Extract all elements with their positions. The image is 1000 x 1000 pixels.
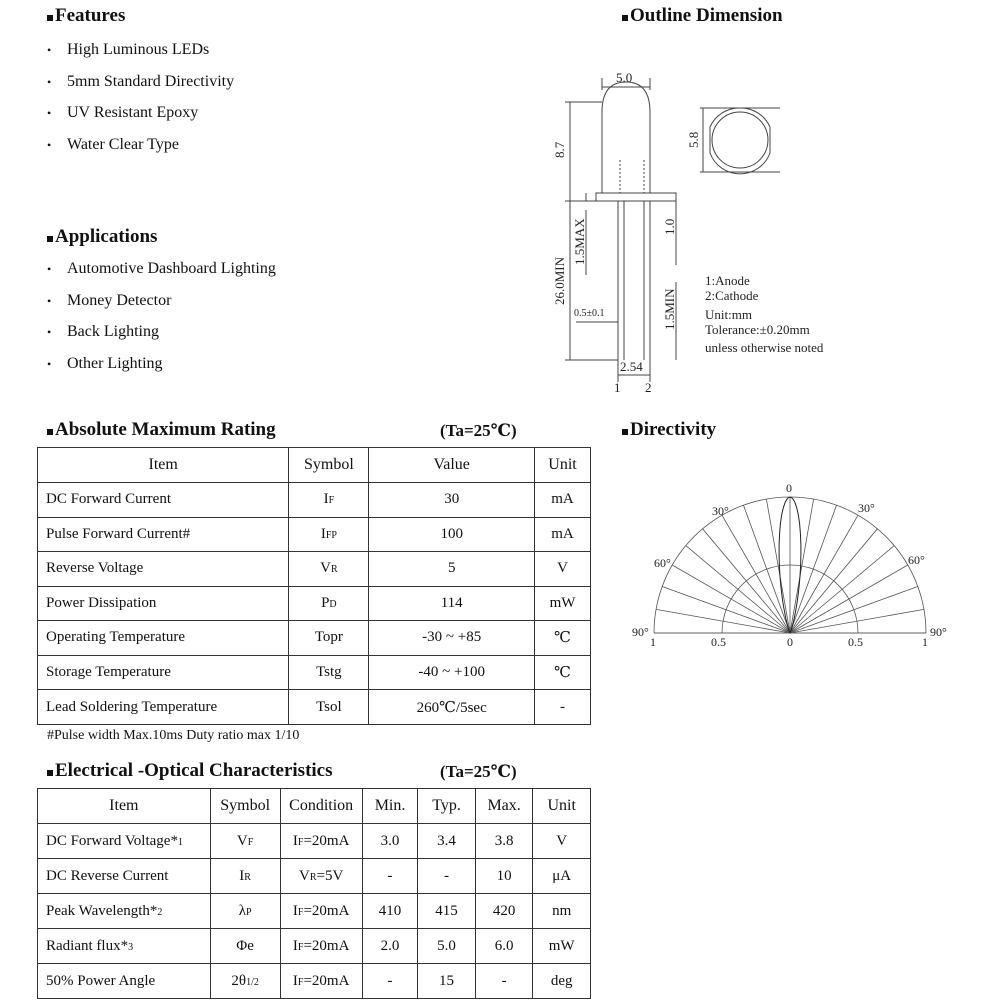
- table-row: [38, 621, 591, 656]
- table-header-row: [38, 448, 591, 483]
- angle-label-right-90: 90°: [930, 625, 947, 639]
- typ-cell: -: [418, 859, 476, 894]
- item-cell: Radiant flux*3: [38, 929, 211, 964]
- symbol-cell: Tsol: [289, 690, 369, 725]
- features-title: Features: [47, 5, 125, 27]
- condition-cell: IF=20mA: [280, 894, 362, 929]
- value-cell: 30: [369, 483, 535, 518]
- section-marker: [47, 15, 53, 21]
- dim-height-label: 8.7: [552, 141, 567, 158]
- table-row: [38, 483, 591, 518]
- typ-cell: 15: [418, 964, 476, 999]
- outline-title: Outline Dimension: [622, 5, 783, 27]
- item-cell: DC Forward Current: [38, 483, 289, 518]
- unit-cell: μA: [533, 859, 591, 894]
- dim-flange-max-label: 1.5MAX: [572, 218, 587, 265]
- axis-label: 1: [650, 635, 656, 649]
- table-row: [38, 586, 591, 621]
- angle-label-left-60: 60°: [654, 556, 671, 570]
- note-unless: unless otherwise noted: [705, 340, 824, 355]
- table-row: [38, 824, 591, 859]
- value-cell: 114: [369, 586, 535, 621]
- table-row: [38, 690, 591, 725]
- axis-label: 1: [922, 635, 928, 649]
- min-cell: -: [362, 859, 418, 894]
- header-cell: Condition: [280, 789, 362, 824]
- header-cell: Symbol: [289, 448, 369, 483]
- led-dome-outline: [602, 82, 650, 193]
- led-flange: [596, 193, 676, 201]
- eo-condition: (Ta=25℃): [440, 762, 517, 781]
- application-item: • Money Detector: [47, 290, 276, 322]
- dim-lead-min-label: 1.5MIN: [662, 288, 677, 330]
- note-cathode: 2:Cathode: [705, 288, 759, 303]
- application-item: • Back Lighting: [47, 321, 276, 353]
- unit-cell: mA: [535, 517, 591, 552]
- condition-cell: IF=20mA: [280, 824, 362, 859]
- angle-label-left-90: 90°: [632, 625, 649, 639]
- axis-label: 0.5: [848, 635, 863, 649]
- item-cell: Power Dissipation: [38, 586, 289, 621]
- item-cell: Lead Soldering Temperature: [38, 690, 289, 725]
- item-cell: Peak Wavelength*2: [38, 894, 211, 929]
- symbol-cell: Topr: [289, 621, 369, 656]
- table-row: [38, 894, 591, 929]
- header-cell: Unit: [533, 789, 591, 824]
- application-item: • Other Lighting: [47, 353, 276, 385]
- abs-max-title: Absolute Maximum Rating: [47, 419, 276, 441]
- typ-cell: 5.0: [418, 929, 476, 964]
- header-cell: Symbol: [210, 789, 280, 824]
- angle-label-right-60: 60°: [908, 553, 925, 567]
- condition-cell: IF=20mA: [280, 929, 362, 964]
- item-cell: DC Reverse Current: [38, 859, 211, 894]
- value-cell: 100: [369, 517, 535, 552]
- pin2-label: 2: [645, 380, 652, 395]
- max-cell: 10: [475, 859, 533, 894]
- abs-max-table: [37, 447, 591, 725]
- min-cell: 410: [362, 894, 418, 929]
- unit-cell: -: [535, 690, 591, 725]
- unit-cell: deg: [533, 964, 591, 999]
- min-cell: -: [362, 964, 418, 999]
- dim-pitch-label: 2.54: [620, 359, 643, 374]
- item-cell: Pulse Forward Current#: [38, 517, 289, 552]
- value-cell: 5: [369, 552, 535, 587]
- directivity-diagram: [620, 470, 960, 660]
- applications-list: [47, 258, 276, 384]
- pin1-label: 1: [614, 380, 621, 395]
- typ-cell: 3.4: [418, 824, 476, 859]
- note-unit: Unit:mm: [705, 307, 752, 322]
- symbol-cell: IFP: [289, 517, 369, 552]
- feature-item: • High Luminous LEDs: [47, 39, 234, 71]
- max-cell: 420: [475, 894, 533, 929]
- value-cell: -30 ~ +85: [369, 621, 535, 656]
- symbol-cell: PD: [289, 586, 369, 621]
- unit-cell: ℃: [535, 621, 591, 656]
- max-cell: 3.8: [475, 824, 533, 859]
- symbol-cell: Φe: [210, 929, 280, 964]
- section-marker: [622, 429, 628, 435]
- symbol-cell: λP: [210, 894, 280, 929]
- dim-flange-label: 5.8: [686, 131, 701, 148]
- section-marker: [47, 429, 53, 435]
- item-cell: 50% Power Angle: [38, 964, 211, 999]
- typ-cell: 415: [418, 894, 476, 929]
- unit-cell: mW: [533, 929, 591, 964]
- outline-drawing: [540, 60, 860, 400]
- dim-lead-length-label: 26.0MIN: [552, 256, 567, 305]
- symbol-cell: VF: [210, 824, 280, 859]
- unit-cell: nm: [533, 894, 591, 929]
- header-cell: Unit: [535, 448, 591, 483]
- table-row: [38, 964, 591, 999]
- unit-cell: V: [533, 824, 591, 859]
- unit-cell: ℃: [535, 655, 591, 690]
- symbol-cell: VR: [289, 552, 369, 587]
- axis-label: 0: [787, 635, 793, 649]
- header-cell: Max.: [475, 789, 533, 824]
- angle-label-0: 0: [786, 481, 792, 495]
- dim-width-label: 5.0: [616, 70, 633, 85]
- condition-cell: VR=5V: [280, 859, 362, 894]
- max-cell: -: [475, 964, 533, 999]
- features-list: [47, 39, 234, 165]
- condition-cell: IF=20mA: [280, 964, 362, 999]
- applications-title: Applications: [47, 226, 157, 248]
- application-item: • Automotive Dashboard Lighting: [47, 258, 276, 290]
- feature-item: • UV Resistant Epoxy: [47, 102, 234, 134]
- max-cell: 6.0: [475, 929, 533, 964]
- table-row: [38, 859, 591, 894]
- item-cell: Storage Temperature: [38, 655, 289, 690]
- table-header-row: [38, 789, 591, 824]
- angle-label-left-30: 30°: [712, 504, 729, 518]
- item-cell: Operating Temperature: [38, 621, 289, 656]
- table-row: [38, 929, 591, 964]
- header-cell: Item: [38, 789, 211, 824]
- dim-lead-gap-label: 1.0: [662, 218, 677, 235]
- unit-cell: mA: [535, 483, 591, 518]
- table-row: [38, 552, 591, 587]
- pulse-note: #Pulse width Max.10ms Duty ratio max 1/10: [47, 728, 300, 743]
- symbol-cell: IF: [289, 483, 369, 518]
- symbol-cell: 2θ1/2: [210, 964, 280, 999]
- section-marker: [47, 770, 53, 776]
- header-cell: Typ.: [418, 789, 476, 824]
- symbol-cell: IR: [210, 859, 280, 894]
- feature-item: • 5mm Standard Directivity: [47, 71, 234, 103]
- section-marker: [47, 236, 53, 242]
- item-cell: Reverse Voltage: [38, 552, 289, 587]
- angle-label-right-30: 30°: [858, 501, 875, 515]
- min-cell: 2.0: [362, 929, 418, 964]
- abs-max-condition: (Ta=25℃): [440, 421, 517, 440]
- header-cell: Value: [369, 448, 535, 483]
- table-row: [38, 655, 591, 690]
- min-cell: 3.0: [362, 824, 418, 859]
- dim-lead-width-label: 0.5±0.1: [574, 308, 605, 319]
- table-row: [38, 517, 591, 552]
- header-cell: Item: [38, 448, 289, 483]
- axis-label: 0.5: [711, 635, 726, 649]
- header-cell: Min.: [362, 789, 418, 824]
- eo-table: [37, 788, 591, 999]
- item-cell: DC Forward Voltage*1: [38, 824, 211, 859]
- symbol-cell: Tstg: [289, 655, 369, 690]
- directivity-title: Directivity: [622, 419, 716, 441]
- unit-cell: mW: [535, 586, 591, 621]
- led-top-view: [712, 112, 768, 168]
- section-marker: [622, 15, 628, 21]
- note-anode: 1:Anode: [705, 273, 750, 288]
- feature-item: • Water Clear Type: [47, 134, 234, 166]
- value-cell: -40 ~ +100: [369, 655, 535, 690]
- note-tolerance: Tolerance:±0.20mm: [705, 322, 810, 337]
- unit-cell: V: [535, 552, 591, 587]
- value-cell: 260℃/5sec: [369, 690, 535, 725]
- eo-title: Electrical -Optical Characteristics: [47, 760, 333, 782]
